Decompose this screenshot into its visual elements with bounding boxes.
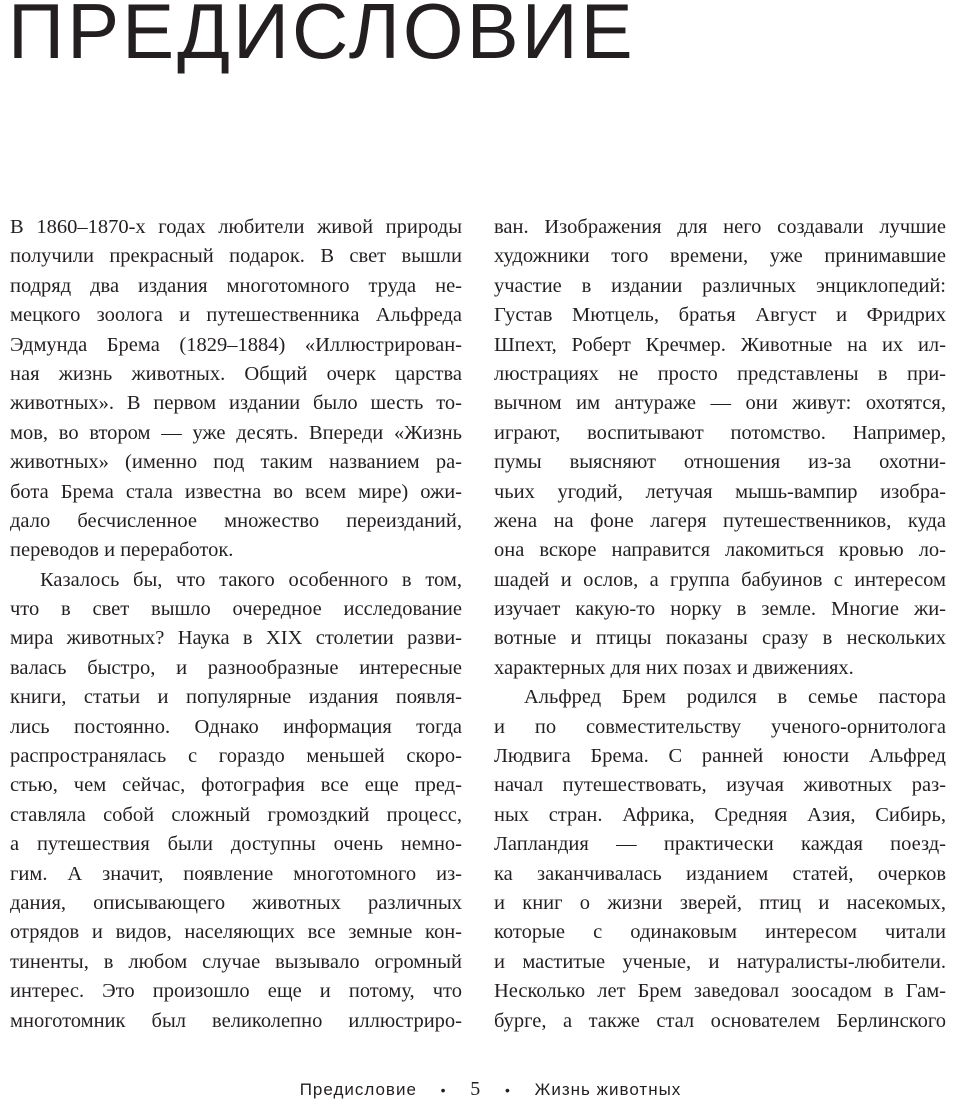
text-line: животных». В первом издании было шесть то- bbox=[10, 392, 462, 415]
text-line: Густав Мютцель, братья Август и Фридрих bbox=[494, 304, 946, 327]
text-line: шадей и ослов, а группа бабуинов с интересом bbox=[494, 568, 946, 591]
text-line: и маститые ученые, и натуралисты-любители. bbox=[494, 950, 946, 973]
text-line: дало бесчисленное множество переизданий, bbox=[10, 509, 462, 532]
text-line: дания, описывающего животных различных bbox=[10, 891, 462, 914]
text-line: художники того времени, уже принимавшие bbox=[494, 245, 946, 268]
text-line: и книг о жизни зверей, птиц и насекомых, bbox=[494, 891, 946, 914]
text-line: получили прекрасный подарок. В свет вышли bbox=[10, 245, 462, 268]
text-line: мира животных? Наука в XIX столетии разви- bbox=[10, 627, 462, 650]
separator-dot: • bbox=[440, 1081, 447, 1098]
text-line: вотные и птицы показаны сразу в нескольких bbox=[494, 627, 946, 650]
text-line: ван. Изображения для него создавали лучшие bbox=[494, 216, 946, 238]
text-line: валась быстро, и разнообразные интересные bbox=[10, 656, 462, 679]
text-line: тиненты, в любом случае вызывало огромный bbox=[10, 950, 462, 973]
text-line: а путешествия были доступны очень немно- bbox=[10, 833, 462, 856]
chapter-title: ПРЕДИСЛОВИЕ bbox=[8, 0, 636, 75]
text-line: стью, чем сейчас, фотография все еще пред- bbox=[10, 774, 462, 797]
text-line: чьих угодий, летучая мышь-вампир изобра- bbox=[494, 480, 946, 503]
text-line: и по совместительству ученого-орнитолога bbox=[494, 715, 946, 738]
text-line: мецкого зоолога и путешественника Альфреда bbox=[10, 304, 462, 327]
text-line: гим. А значит, появление многотомного из- bbox=[10, 862, 462, 885]
text-line: начал путешествовать, изучая животных раз- bbox=[494, 774, 946, 797]
text-line: мов, во втором — уже десять. Впереди «Жизнь bbox=[10, 421, 462, 444]
text-line: Людвига Брема. С ранней юности Альфред bbox=[494, 745, 946, 768]
text-line: она вскоре направится лакомиться кровью ло- bbox=[494, 539, 946, 562]
text-line: что в свет вышло очередное исследование bbox=[10, 598, 462, 621]
text-column-right bbox=[494, 213, 946, 1036]
text-line: интерес. Это произошло еще и потому, что bbox=[10, 980, 462, 1003]
page-number: 5 bbox=[470, 1078, 482, 1100]
text-line: отрядов и видов, населяющих все земные кон- bbox=[10, 921, 462, 944]
text-line: ных стран. Африка, Средняя Азия, Сибирь, bbox=[494, 803, 946, 826]
text-line: подряд два издания многотомного труда не- bbox=[10, 274, 462, 297]
text-line: Эдмунда Брема (1829–1884) «Иллюстрирован- bbox=[10, 333, 462, 356]
text-line: лись постоянно. Однако информация тогда bbox=[10, 715, 462, 738]
text-line: участие в издании различных энциклопедий: bbox=[494, 274, 946, 297]
text-line: которые с одинаковым интересом читали bbox=[494, 921, 946, 944]
text-line: Несколько лет Брем заведовал зоосадом в Гам- bbox=[494, 980, 946, 1003]
text-line: характерных для них позах и движениях. bbox=[494, 656, 854, 679]
text-line: пумы выясняют отношения из-за охотни- bbox=[494, 451, 946, 474]
text-line: распространялась с гораздо меньшей скоро- bbox=[10, 745, 462, 768]
text-line: играют, воспитывают потомство. Например, bbox=[494, 421, 946, 444]
text-line: жена на фоне лагеря путешественников, куда bbox=[494, 509, 946, 532]
text-line: Альфред Брем родился в семье пастора bbox=[524, 686, 946, 709]
text-line: бурге, а также стал основателем Берлинского bbox=[494, 1009, 946, 1032]
text-line: книги, статьи и популярные издания появля- bbox=[10, 686, 462, 709]
text-column-left bbox=[10, 213, 462, 1036]
page-footer bbox=[0, 1078, 953, 1101]
text-line: изучает какую-то норку в земле. Многие жи- bbox=[494, 598, 946, 621]
text-line: Казалось бы, что такого особенного в том, bbox=[40, 568, 462, 591]
text-line: переводов и переработок. bbox=[10, 539, 234, 562]
separator-dot: • bbox=[505, 1081, 511, 1098]
text-line: ставляла собой сложный громоздкий процесс, bbox=[10, 803, 462, 826]
text-line: многотомник был великолепно иллюстриро- bbox=[10, 1009, 462, 1032]
text-line: ная жизнь животных. Общий очерк царства bbox=[10, 362, 462, 385]
text-line: животных» (именно под таким названием ра- bbox=[10, 451, 462, 474]
running-header-book-title: Жизнь животных bbox=[534, 1079, 682, 1099]
running-header-section: Предисловие bbox=[299, 1079, 417, 1099]
text-line: В 1860–1870-х годах любители живой природы bbox=[10, 216, 462, 238]
text-line: люстрациях не просто представлены в при- bbox=[494, 362, 946, 385]
text-line: Шпехт, Роберт Кречмер. Животные на их ил- bbox=[494, 333, 946, 356]
text-line: ка заканчивалась изданием статей, очерков bbox=[494, 862, 946, 885]
text-line: вычном им антураже — они живут: охотятся, bbox=[494, 392, 946, 415]
text-line: бота Брема стала известна во всем мире) ожи- bbox=[10, 480, 462, 503]
text-line: Лапландия — практически каждая поезд- bbox=[494, 833, 946, 856]
